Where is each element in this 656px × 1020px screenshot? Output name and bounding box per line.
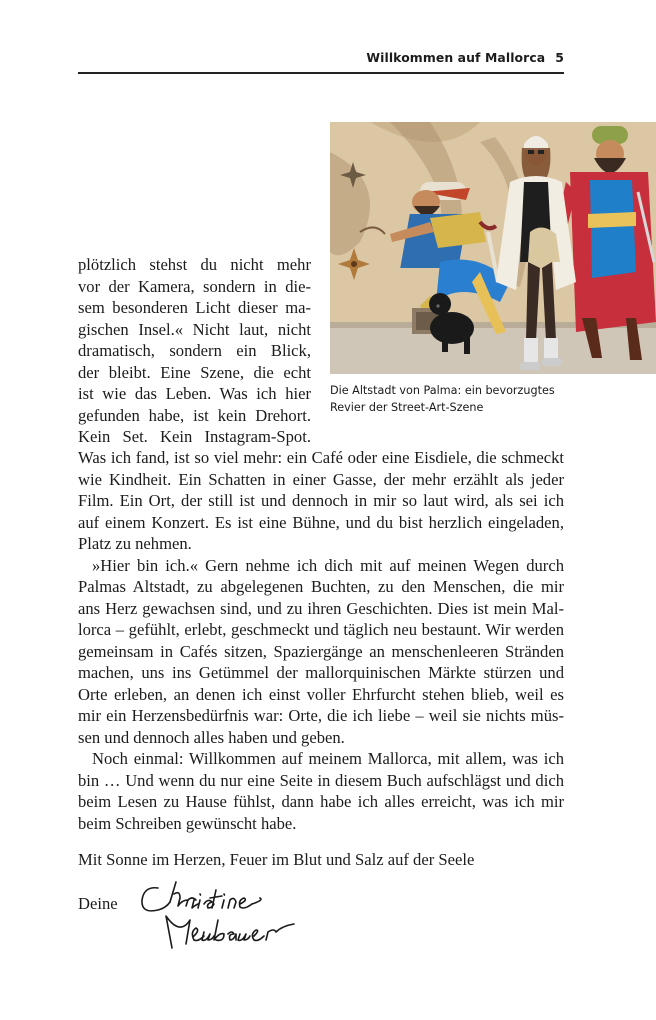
caption-line: Revier der Street-Art-Szene xyxy=(330,401,484,414)
photo-caption xyxy=(330,382,650,416)
text-line: Film. Ein Ort, der still ist und dennoch in mir so laut wird, als sei ich xyxy=(78,491,564,510)
text-line: lorca – gefühlt, erlebt, geschmeckt und täglich neu bestaunt. Wir werden xyxy=(78,620,564,639)
text-line: Was ich fand, ist so viel mehr: ein Café oder eine Eisdiele, die schmeckt xyxy=(78,448,564,467)
text-line: vor der Kamera, sondern in die- xyxy=(78,276,311,296)
text-line: auf einem Konzert. Es ist eine Bühne, und du bist herzlich eingeladen, xyxy=(78,512,564,532)
text-line: Platz zu nehmen. xyxy=(78,534,192,553)
text-line: gischen Insel.« Nicht laut, nicht xyxy=(78,319,311,339)
page-number: 5 xyxy=(555,50,564,65)
text-line: Noch einmal: Willkommen auf meinem Mallorca, mit allem, was ich xyxy=(92,749,564,768)
text-line: Orte erleben, an denen ich einst voller Ehrfurcht stehen blieb, weil es xyxy=(78,684,564,704)
text-line: der bleibt. Eine Szene, die echt xyxy=(78,362,311,382)
caption-line: Die Altstadt von Palma: ein bevorzugtes xyxy=(330,384,555,397)
closing-line: Mit Sonne im Herzen, Feuer im Blut und Salz auf der Seele xyxy=(78,850,475,869)
text-line: dramatisch, sondern ein Blick, xyxy=(78,341,311,360)
text-line: beim Lesen zu Hause fühlst, dann habe ich alles erreicht, was ich mir xyxy=(78,792,564,811)
running-head xyxy=(78,50,564,70)
text-line: gemeinsam in Cafés sitzen, Spaziergänge an menschenleeren Stränden xyxy=(78,641,564,661)
text-line: plötzlich stehst du nicht mehr xyxy=(78,255,311,274)
text-line: »Hier bin ich.« Gern nehme ich dich mit auf meinen Wegen durch xyxy=(92,555,564,575)
header-rule xyxy=(78,72,564,74)
running-title: Willkommen auf Mallorca xyxy=(366,50,546,65)
sign-off: Deine xyxy=(78,894,118,913)
handwritten-signature xyxy=(136,876,308,952)
text-line: machen, uns ins Getümmel der mallorquinischen Märkte stürzen und xyxy=(78,663,564,682)
street-art-photo xyxy=(330,122,656,374)
text-line: mir ein Herzensbedürfnis war: Orte, die ich liebe – weil sie nichts müs- xyxy=(78,706,564,725)
text-line: Kein Set. Kein Instagram-Spot. xyxy=(78,427,311,446)
text-line: Palmas Altstadt, zu abgelegenen Buchten, zu den Menschen, die mir xyxy=(78,577,564,596)
text-line: sen und dennoch alles haben und geben. xyxy=(78,727,345,747)
text-line: bin … Und wenn du nur eine Seite in diesem Buch aufschlägst und dich xyxy=(78,770,564,790)
text-line: ist wie das Leben. Was ich hier xyxy=(78,384,311,403)
text-line: gefunden habe, ist kein Drehort. xyxy=(78,405,311,425)
text-line: ans Herz gewachsen sind, und zu ihren Geschichten. Dies ist mein Mal- xyxy=(78,598,564,618)
text-line: wie Kindheit. Ein Schatten in einer Gasse, der mehr erzählt als jeder xyxy=(78,469,564,489)
body-text-full-width xyxy=(78,447,564,834)
text-line: beim Schreiben gewünscht habe. xyxy=(78,813,297,833)
body-text-narrow-column xyxy=(78,254,311,448)
text-line: sem besonderen Licht dieser ma- xyxy=(78,298,311,317)
